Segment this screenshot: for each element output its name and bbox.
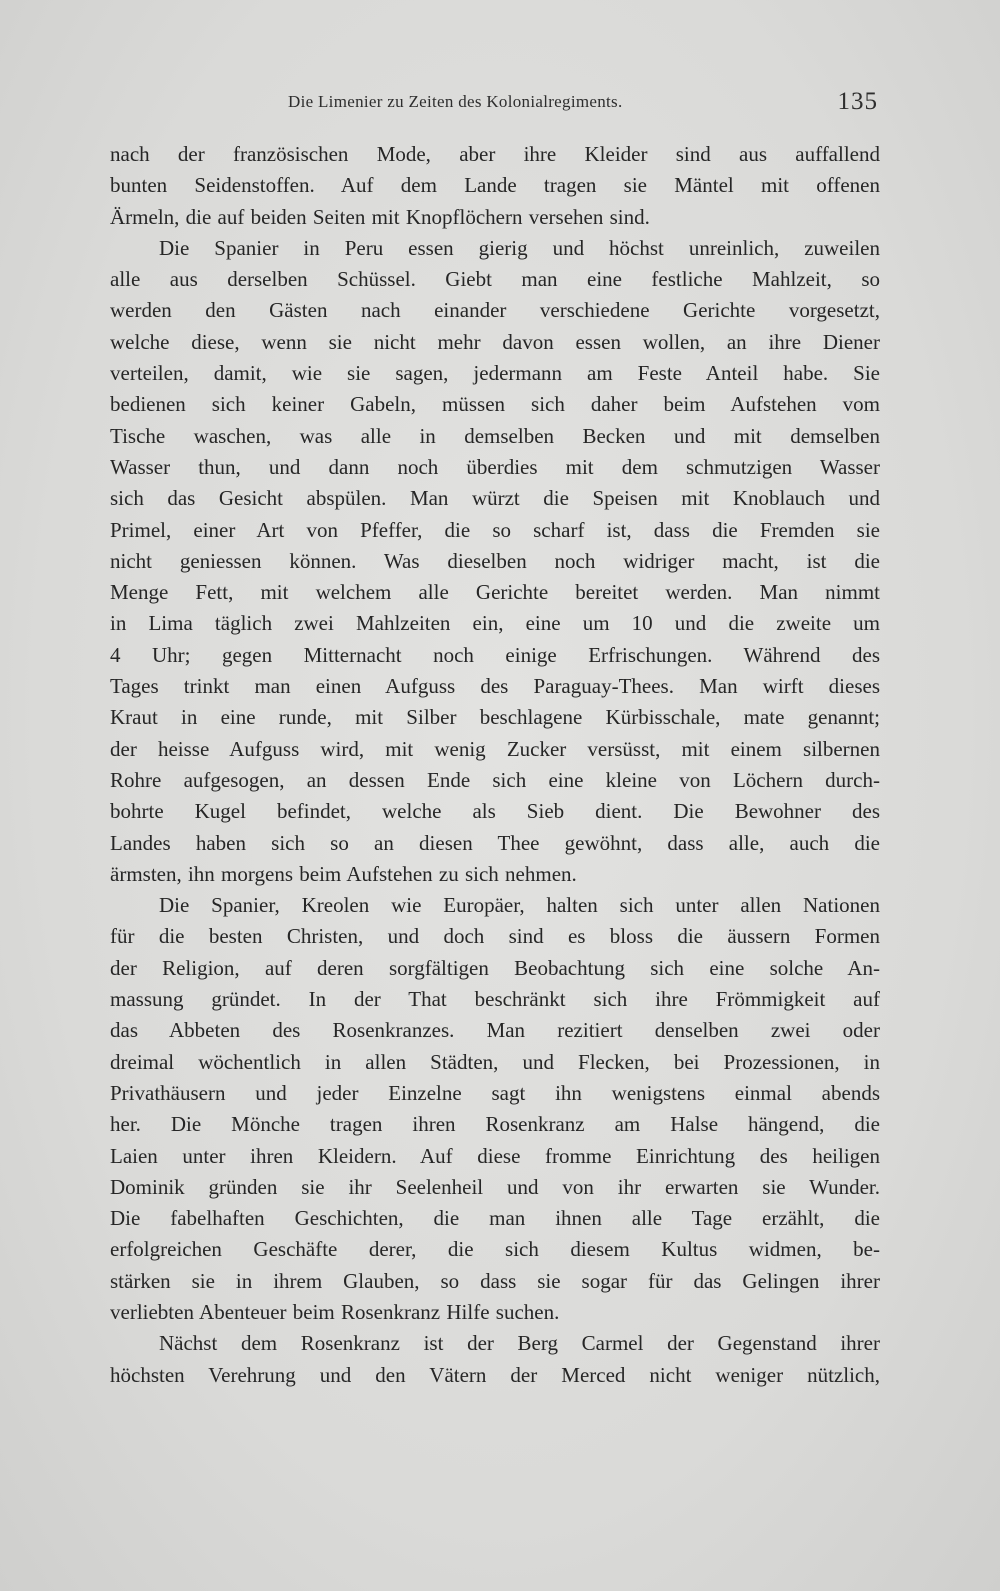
running-head-title: Die Limenier zu Zeiten des Kolonialregiments.: [288, 92, 623, 111]
body-text: [110, 139, 880, 1391]
text-line: erfolgreichen Geschäfte derer, die sich diesem Kultus widmen, be-: [110, 1237, 880, 1262]
text-line: Dominik gründen sie ihr Seelenheil und von ihr erwarten sie Wunder.: [110, 1174, 880, 1199]
text-line: Kraut in eine runde, mit Silber beschlagene Kürbisschale, mate genannt;: [110, 705, 880, 730]
text-line: ärmsten, ihn morgens beim Aufstehen zu sich nehmen.: [110, 861, 577, 886]
text-line: der Religion, auf deren sorgfältigen Beobachtung sich eine solche An-: [110, 955, 880, 980]
text-line: Privathäusern und jeder Einzelne sagt ihn wenigstens einmal abends: [110, 1080, 880, 1105]
text-line: massung gründet. In der That beschränkt sich ihre Frömmigkeit auf: [110, 987, 880, 1012]
text-line: alle aus derselben Schüssel. Giebt man eine festliche Mahlzeit, so: [110, 267, 880, 292]
text-line: 4 Uhr; gegen Mitternacht noch einige Erfrischungen. Während des: [110, 642, 880, 667]
text-line: Die fabelhaften Geschichten, die man ihnen alle Tage erzählt, die: [110, 1206, 880, 1231]
text-line: Nächst dem Rosenkranz ist der Berg Carmel der Gegenstand ihrer: [159, 1331, 880, 1356]
text-line: bunten Seidenstoffen. Auf dem Lande tragen sie Mäntel mit offenen: [110, 173, 880, 198]
text-line: Ärmeln, die auf beiden Seiten mit Knopflöchern versehen sind.: [110, 204, 650, 229]
text-line: für die besten Christen, und doch sind es bloss die äussern Formen: [110, 924, 880, 949]
text-line: Wasser thun, und dann noch überdies mit dem schmutzigen Wasser: [110, 454, 880, 479]
text-line: in Lima täglich zwei Mahlzeiten ein, eine um 10 und die zweite um: [110, 611, 880, 636]
text-line: Primel, einer Art von Pfeffer, die so scharf ist, dass die Fremden sie: [110, 517, 880, 542]
text-line: sich das Gesicht abspülen. Man würzt die Speisen mit Knoblauch und: [110, 486, 880, 511]
text-line: Laien unter ihren Kleidern. Auf diese fromme Einrichtung des heiligen: [110, 1143, 880, 1168]
text-line: Rohre aufgesogen, an dessen Ende sich eine kleine von Löchern durch-: [110, 767, 880, 792]
text-line: welche diese, wenn sie nicht mehr davon essen wollen, an ihre Diener: [110, 329, 880, 354]
text-line: werden den Gästen nach einander verschiedene Gerichte vorgesetzt,: [110, 298, 880, 323]
text-line: Die Spanier, Kreolen wie Europäer, halten sich unter allen Nationen: [159, 893, 880, 918]
text-line: Tages trinkt man einen Aufguss des Paraguay-Thees. Man wirft dieses: [110, 674, 880, 699]
text-line: das Abbeten des Rosenkranzes. Man rezitiert denselben zwei oder: [110, 1018, 880, 1043]
text-line: her. Die Mönche tragen ihren Rosenkranz am Halse hängend, die: [110, 1112, 880, 1137]
text-line: höchsten Verehrung und den Vätern der Merced nicht weniger nützlich,: [110, 1362, 880, 1387]
text-line: nach der französischen Mode, aber ihre Kleider sind aus auffallend: [110, 142, 880, 166]
text-line: bohrte Kugel befindet, welche als Sieb dient. Die Bewohner des: [110, 799, 880, 824]
page-number: 135: [837, 88, 878, 115]
text-line: Tische waschen, was alle in demselben Becken und mit demselben: [110, 423, 880, 448]
text-line: dreimal wöchentlich in allen Städten, und Flecken, bei Prozessionen, in: [110, 1049, 880, 1074]
text-line: verteilen, damit, wie sie sagen, jedermann am Feste Anteil habe. Sie: [110, 361, 880, 386]
text-line: Menge Fett, mit welchem alle Gerichte bereitet werden. Man nimmt: [110, 580, 880, 605]
text-line: stärken sie in ihrem Glauben, so dass sie sogar für das Gelingen ihrer: [110, 1268, 880, 1293]
text-line: Landes haben sich so an diesen Thee gewöhnt, dass alle, auch die: [110, 830, 880, 855]
text-line: Die Spanier in Peru essen gierig und höchst unreinlich, zuweilen: [159, 235, 880, 260]
text-line: nicht geniessen können. Was dieselben noch widriger macht, ist die: [110, 548, 880, 573]
running-head: [110, 88, 880, 128]
text-line: verliebten Abenteuer beim Rosenkranz Hilfe suchen.: [110, 1299, 560, 1324]
text-line: bedienen sich keiner Gabeln, müssen sich daher beim Aufstehen vom: [110, 392, 880, 417]
text-line: der heisse Aufguss wird, mit wenig Zucker versüsst, mit einem silbernen: [110, 736, 880, 761]
